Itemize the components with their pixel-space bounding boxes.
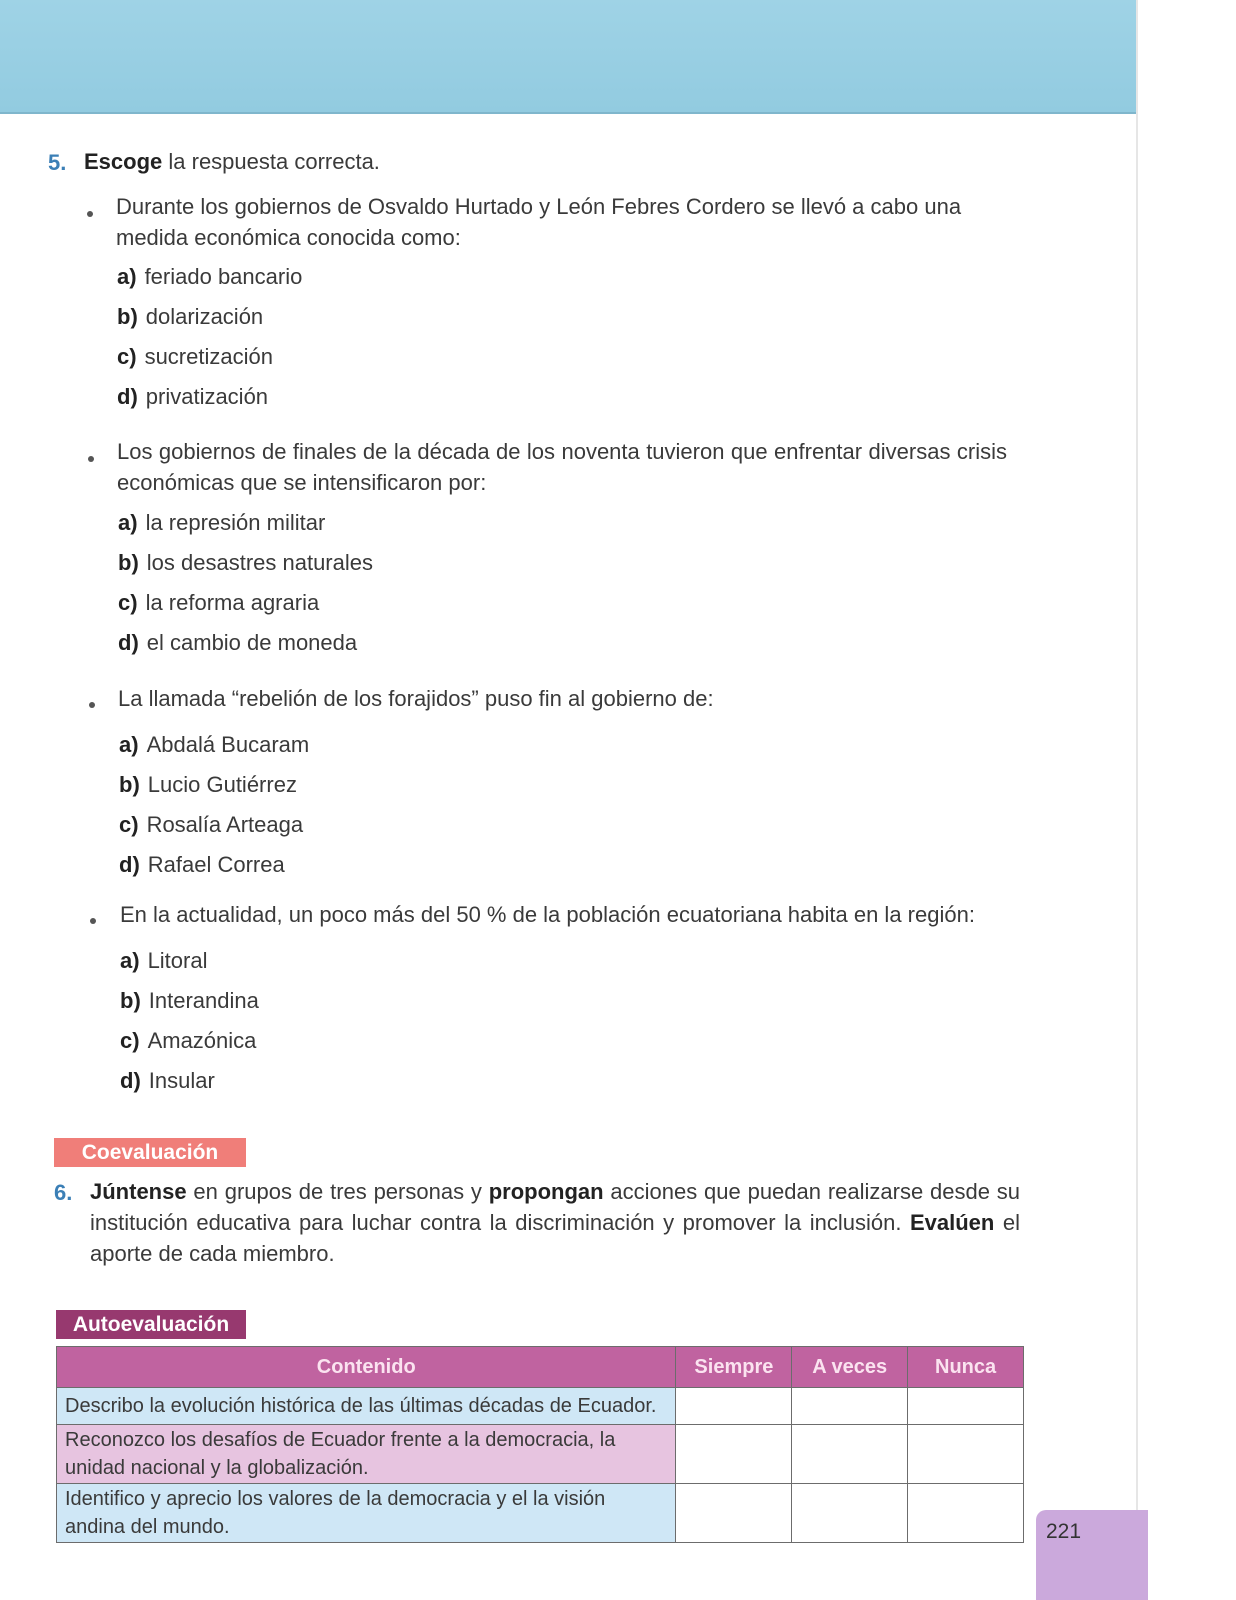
top-banner — [0, 0, 1136, 114]
self-assessment-table — [56, 1346, 1024, 1543]
option-letter: c) — [118, 590, 138, 615]
row-3-siempre-cell[interactable] — [676, 1484, 792, 1543]
question-5-verb: Escoge — [84, 149, 163, 174]
header-contenido: Contenido — [57, 1347, 676, 1388]
bullet-dot — [89, 702, 95, 708]
question-6-number: 6. — [54, 1180, 73, 1205]
item-3-text: La llamada “rebelión de los forajidos” puso fin al gobierno de: — [118, 686, 714, 711]
autoevaluacion-label: Autoevaluación — [56, 1310, 246, 1339]
option-text: Interandina — [148, 988, 259, 1013]
option-text: el cambio de moneda — [146, 630, 358, 655]
item-2-option-a[interactable] — [118, 509, 325, 537]
item-4-option-a[interactable] — [120, 947, 207, 975]
item-4-text: En la actualidad, un poco más del 50 % de la población ecuatoriana habita en la región: — [120, 902, 975, 927]
option-letter: d) — [118, 630, 139, 655]
table-row — [57, 1388, 1024, 1425]
row-3-a-veces-cell[interactable] — [792, 1484, 908, 1543]
item-4-option-d[interactable] — [120, 1067, 215, 1095]
header-siempre: Siempre — [676, 1347, 792, 1388]
option-text: Insular — [148, 1068, 215, 1093]
table-row — [57, 1484, 1024, 1543]
item-2-option-c[interactable] — [118, 589, 319, 617]
header-nunca: Nunca — [908, 1347, 1024, 1388]
item-2-option-b[interactable] — [118, 549, 373, 577]
page-edge — [1136, 0, 1138, 1600]
row-2-nunca-cell[interactable] — [908, 1425, 1024, 1484]
item-1-text: Durante los gobiernos de Osvaldo Hurtado y León Febres Cordero se llevó a cabo una medida económica conocida como: — [116, 194, 962, 250]
option-text: la reforma agraria — [145, 590, 320, 615]
item-1-option-b[interactable] — [117, 303, 263, 331]
item-3-option-c[interactable] — [119, 811, 303, 839]
item-3-option-d[interactable] — [119, 851, 285, 879]
option-text: Amazónica — [147, 1028, 257, 1053]
option-text: privatización — [145, 384, 269, 409]
option-text: la represión militar — [145, 510, 326, 535]
row-1-a-veces-cell[interactable] — [792, 1388, 908, 1425]
question-5-number: 5. — [48, 150, 67, 175]
option-text: Rafael Correa — [147, 852, 285, 877]
page-number: 221 — [1046, 1520, 1082, 1543]
header-a-veces: A veces — [792, 1347, 908, 1388]
row-1-siempre-cell[interactable] — [676, 1388, 792, 1425]
option-text: Rosalía Arteaga — [146, 812, 304, 837]
item-2-option-d[interactable] — [118, 629, 357, 657]
option-letter: a) — [119, 732, 139, 757]
item-4-option-c[interactable] — [120, 1027, 256, 1055]
row-3-nunca-cell[interactable] — [908, 1484, 1024, 1543]
bullet-dot — [88, 456, 94, 462]
item-4-option-b[interactable] — [120, 987, 259, 1015]
row-1-nunca-cell[interactable] — [908, 1388, 1024, 1425]
option-letter: c) — [120, 1028, 140, 1053]
option-letter: a) — [118, 510, 138, 535]
question-6-verb-1: Júntense — [90, 1179, 187, 1204]
row-3-content: Identifico y aprecio los valores de la democracia y el la visión andina del mundo. — [57, 1484, 676, 1543]
option-letter: a) — [120, 948, 140, 973]
option-letter: b) — [118, 550, 139, 575]
item-2-text: Los gobiernos de finales de la década de los noventa tuvieron que enfrentar diversas crisis económicas que se intensificaron por: — [117, 439, 1007, 495]
option-letter: b) — [120, 988, 141, 1013]
option-letter: a) — [117, 264, 137, 289]
option-letter: c) — [119, 812, 139, 837]
item-1-option-a[interactable] — [117, 263, 302, 291]
option-text: Litoral — [147, 948, 208, 973]
row-2-content: Reconozco los desafíos de Ecuador frente a la democracia, la unidad nacional y la globalización. — [57, 1425, 676, 1484]
question-6-part-2: acciones que puedan realizarse desde su institución educativa para luchar contra la discriminación y promover la inclusión. — [90, 1179, 1021, 1235]
option-letter: b) — [117, 304, 138, 329]
option-text: sucretización — [144, 344, 273, 369]
question-5-prompt — [84, 146, 380, 177]
question-6-verb-2: propongan — [488, 1179, 604, 1204]
coevaluacion-label: Coevaluación — [54, 1138, 246, 1167]
question-6-prompt — [90, 1176, 1020, 1269]
bullet-dot — [90, 918, 96, 924]
table-row — [57, 1425, 1024, 1484]
option-letter: d) — [117, 384, 138, 409]
option-letter: b) — [119, 772, 140, 797]
option-text: dolarización — [145, 304, 264, 329]
question-6-part-1: en grupos de tres personas y — [186, 1179, 489, 1204]
option-letter: c) — [117, 344, 137, 369]
table-header-row — [57, 1347, 1024, 1388]
question-5-rest: la respuesta correcta. — [162, 149, 380, 174]
option-text: Lucio Gutiérrez — [147, 772, 297, 797]
item-1-option-d[interactable] — [117, 383, 268, 411]
option-text: Abdalá Bucaram — [146, 732, 310, 757]
option-text: los desastres naturales — [146, 550, 373, 575]
item-1-option-c[interactable] — [117, 343, 273, 371]
row-1-content: Describo la evolución histórica de las últimas décadas de Ecuador. — [57, 1388, 676, 1425]
question-6-part-3: el aporte de cada miembro. — [90, 1210, 1020, 1266]
option-letter: d) — [119, 852, 140, 877]
item-3-option-a[interactable] — [119, 731, 309, 759]
option-letter: d) — [120, 1068, 141, 1093]
bullet-dot — [87, 211, 93, 217]
question-6-verb-3: Evalúen — [909, 1210, 995, 1235]
row-2-a-veces-cell[interactable] — [792, 1425, 908, 1484]
option-text: feriado bancario — [144, 264, 303, 289]
row-2-siempre-cell[interactable] — [676, 1425, 792, 1484]
item-3-option-b[interactable] — [119, 771, 297, 799]
